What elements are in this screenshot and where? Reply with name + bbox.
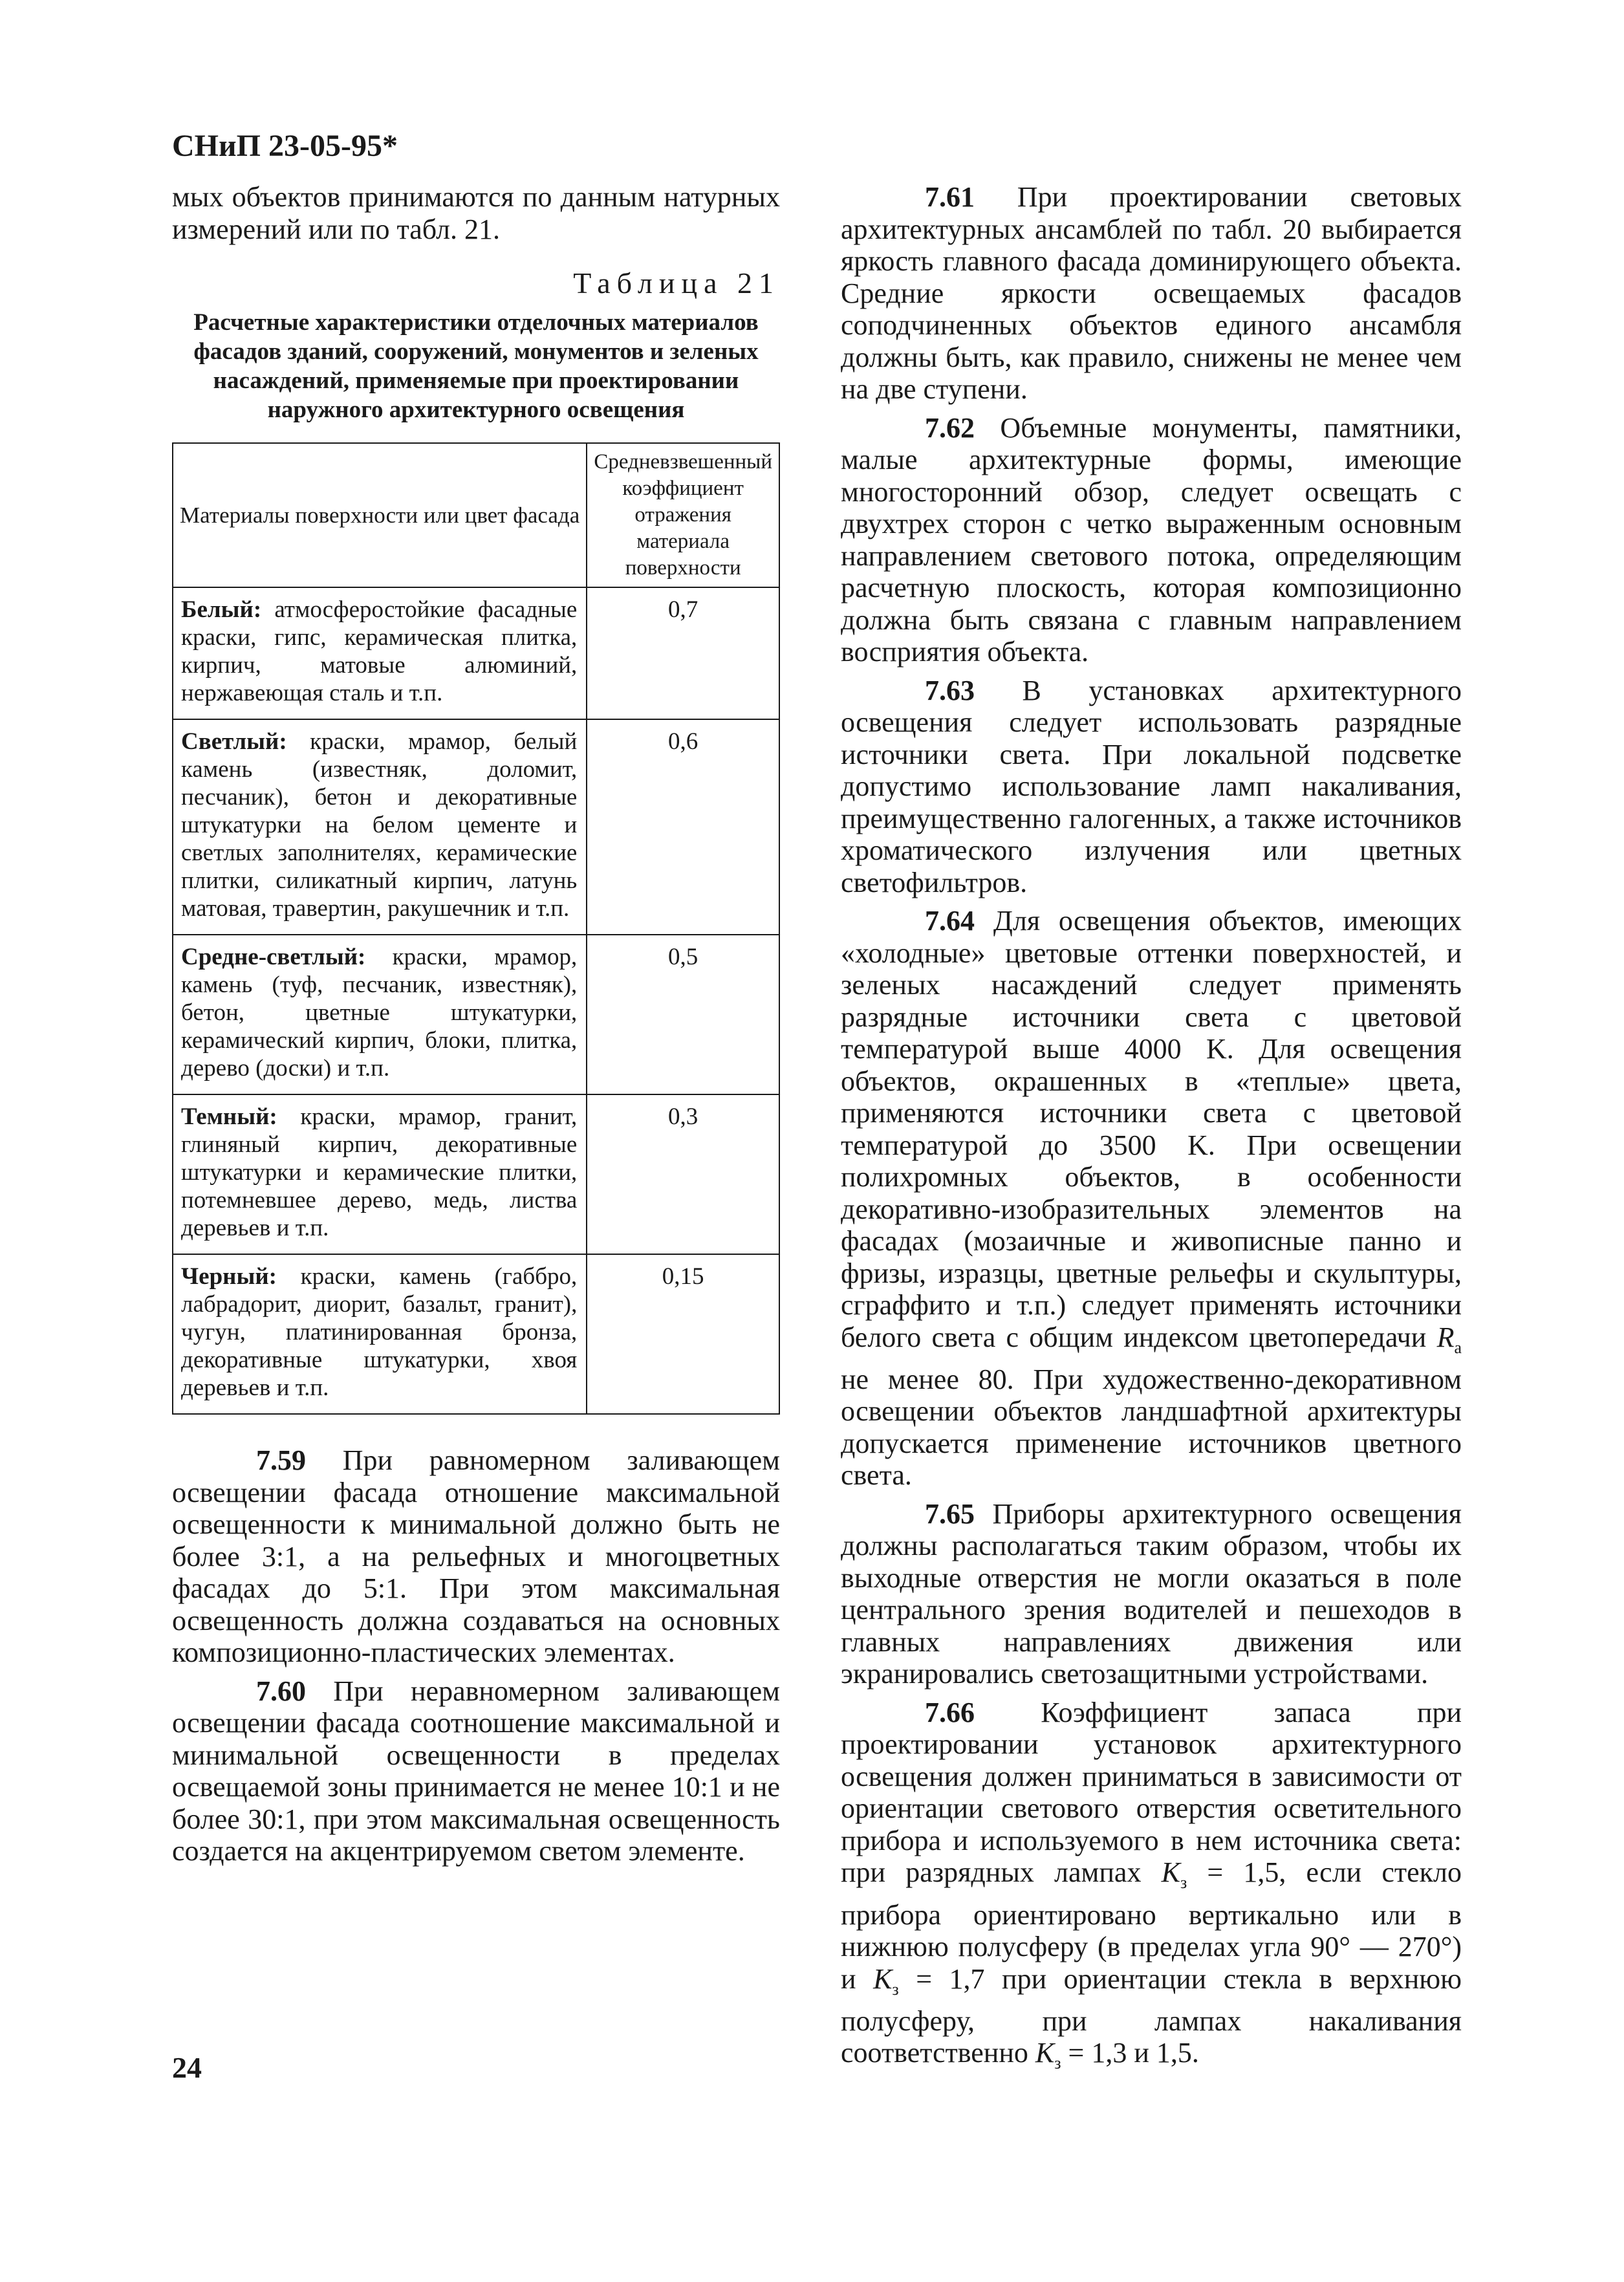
- coefficient-value: 0,15: [587, 1254, 779, 1414]
- paragraph-7-62: [841, 412, 1462, 668]
- symbol-k: K: [1035, 2037, 1055, 2069]
- coefficient-value: 0,6: [587, 719, 779, 935]
- paragraph-text: Для освещения объектов, имеющих «холодные» цветовые оттенки поверхностей, и зеленых насаждений следует применять разрядные источники света с цветовой температурой выше 4000 K. Для освещения объектов, окрашенных в «теплые» цвета, применяются источники света с цветовой температурой до 3500 K. При освещении полихромных объектов, в особенности декоративно-изобразительных элементов на фасадах (мозаичные и живописные панно и фризы, изразцы, цветные рельефы и скульптуры, сграффито и т.п.) следует применять источники белого света с общим индексом цветопередачи: [841, 905, 1462, 1353]
- paragraph-text-cont: = 1,5, если стекло прибора ориентировано вертикально или в нижнюю полусферу (в пределах угла 90° — 270°) и: [841, 1856, 1462, 1995]
- material-description: краски, мрамор, камень (туф, песчаник, известняк), бетон, цветные штукатурки, керамический кирпич, блоки, плитка, дерево (доски) и т.п.: [181, 944, 578, 1081]
- table-row: [173, 935, 779, 1094]
- document-header: СНиП 23-05-95*: [172, 129, 398, 163]
- table-header-row: [173, 443, 779, 587]
- material-name: Светлый:: [181, 728, 287, 755]
- materials-table: [172, 442, 780, 1415]
- material-cell: [173, 719, 587, 935]
- paragraph-text-cont: не менее 80. При художественно-декоративном освещении объектов ландшафтной архитектуры допускается применение источников цветного света.: [841, 1363, 1462, 1492]
- material-description: краски, мрамор, гранит, глиняный кирпич, декоративные штукатурки и керамические плитки, потемневшее дерево, медь, листва деревьев и т.п.: [181, 1103, 578, 1241]
- table-title: Расчетные характеристики отделочных материалов фасадов зданий, сооружений, монументов и зеленых насаждений, применяемые при проектировании наружного архитектурного освещения: [193, 309, 759, 423]
- coefficient-value: 0,3: [587, 1094, 779, 1254]
- paragraph-7-65: [841, 1498, 1462, 1690]
- symbol-subscript: з: [892, 1979, 899, 1999]
- paragraph-number: 7.66: [925, 1696, 975, 1728]
- paragraph-text: Коэффициент запаса при проектировании установок архитектурного освещения должен приниматься в зависимости от ориентации светового отверстия осветительного прибора и используемого в нем источника света: при разрядных лампах: [841, 1696, 1462, 1889]
- right-column: [841, 181, 1462, 2080]
- symbol-subscript: a: [1454, 1338, 1462, 1357]
- coefficient-value: 0,5: [587, 935, 779, 1094]
- coefficient-value: 0,7: [587, 587, 779, 719]
- material-name: Средне-светлый:: [181, 944, 366, 970]
- material-cell: [173, 1094, 587, 1254]
- page-number: 24: [172, 2051, 202, 2084]
- paragraph-7-60: [172, 1675, 780, 1867]
- table-row: [173, 587, 779, 719]
- paragraph-number: 7.60: [256, 1675, 306, 1707]
- paragraph-text: При неравномерном заливающем освещении фасада соотношение максимальной и минимальной освещенности в пределах освещаемой зоны принимается не менее 10:1 и не более 30:1, при этом максимальная освещенность создается на акцентрируемом светом элементе.: [172, 1675, 780, 1867]
- symbol-subscript: з: [1180, 1873, 1187, 1893]
- material-cell: [173, 1254, 587, 1414]
- symbol-subscript: з: [1054, 2054, 1061, 2073]
- paragraph-number: 7.63: [925, 674, 975, 706]
- paragraph-text: При равномерном заливающем освещении фасада отношение максимальной освещенности к минимальной должно быть не более 3:1, а на рельефных и многоцветных фасадах до 5:1. При этом максимальная освещенность должна создаваться на основных композиционно-пластических элементах.: [172, 1444, 781, 1668]
- paragraph-7-63: [841, 675, 1462, 899]
- paragraph-7-59: [172, 1444, 780, 1669]
- table-row: [173, 1254, 779, 1414]
- paragraph-number: 7.62: [925, 411, 975, 444]
- paragraph-text: При проектировании световых архитектурных ансамблей по табл. 20 выбирается яркость главного фасада доминирующего объекта. Средние яркости освещаемых фасадов соподчиненных объектов единого ансамбля должны быть, как правило, снижены не менее чем на две ступени.: [841, 181, 1462, 405]
- material-cell: [173, 935, 587, 1094]
- paragraph-text-cont: = 1,3 и 1,5.: [1061, 2037, 1199, 2069]
- table-row: [173, 719, 779, 935]
- table-label: Таблица 21: [573, 266, 780, 299]
- paragraph-number: 7.64: [925, 905, 975, 937]
- paragraph-number: 7.59: [256, 1444, 306, 1476]
- paragraph-7-64: [841, 905, 1462, 1492]
- intro-text: мых объектов принимаются по данным натурных измерений или по табл. 21.: [172, 181, 780, 245]
- column-header-material: Материалы поверхности или цвет фасада: [173, 443, 587, 587]
- paragraph-7-66: [841, 1697, 1462, 2080]
- material-description: краски, камень (габбро, лабрадорит, диорит, базальт, гранит), чугун, платинированная бронза, декоративные штукатурки, хвоя деревьев и т.п.: [181, 1263, 578, 1401]
- paragraph-text: В установках архитектурного освещения следует использовать разрядные источники света. При локальной подсветке допустимо использование ламп накаливания, преимущественно галогенных, а также источников хроматического излучения или цветных светофильтров.: [841, 674, 1462, 898]
- table-row: [173, 1094, 779, 1254]
- paragraph-text: Приборы архитектурного освещения должны располагаться таким образом, чтобы их выходные отверстия не могли оказаться в поле центрального зрения водителей и пешеходов в главных направлениях движения или экранировались светозащитными устройствами.: [841, 1497, 1462, 1690]
- material-name: Черный:: [181, 1263, 277, 1290]
- symbol-k: K: [873, 1962, 893, 1995]
- material-cell: [173, 587, 587, 719]
- material-name: Темный:: [181, 1103, 277, 1130]
- paragraph-text: Объемные монументы, памятники, малые архитектурные формы, имеющие многосторонний обзор, следует освещать с двухтрех сторон с четко выраженным основным направлением светового потока, определяющим расчетную плоскость, которая композиционно должна быть связана с главным направлением восприятия объекта.: [841, 411, 1462, 668]
- paragraph-text-cont: = 1,7 при ориентации стекла в верхнюю полусферу, при лампах накаливания соответственно: [841, 1962, 1462, 2069]
- left-column: [172, 181, 780, 1867]
- symbol-r: R: [1436, 1321, 1455, 1353]
- paragraph-number: 7.61: [925, 181, 975, 213]
- symbol-k: K: [1161, 1856, 1180, 1889]
- paragraph-7-61: [841, 181, 1462, 406]
- column-header-coefficient: Средневзвешенный коэффициент отражения материала поверхности: [587, 443, 779, 587]
- paragraph-number: 7.65: [925, 1497, 975, 1530]
- material-name: Белый:: [181, 596, 262, 623]
- material-description: краски, мрамор, белый камень (известняк, доломит, песчаник), бетон и декоративные штукатурки на белом цементе и светлых заполнителях, керамические плитки, силикатный кирпич, латунь матовая, травертин, ракушечник и т.п.: [181, 728, 578, 922]
- material-description: атмосферостойкие фасадные краски, гипс, керамическая плитка, кирпич, матовые алюминий, нержавеющая сталь и т.п.: [181, 596, 578, 706]
